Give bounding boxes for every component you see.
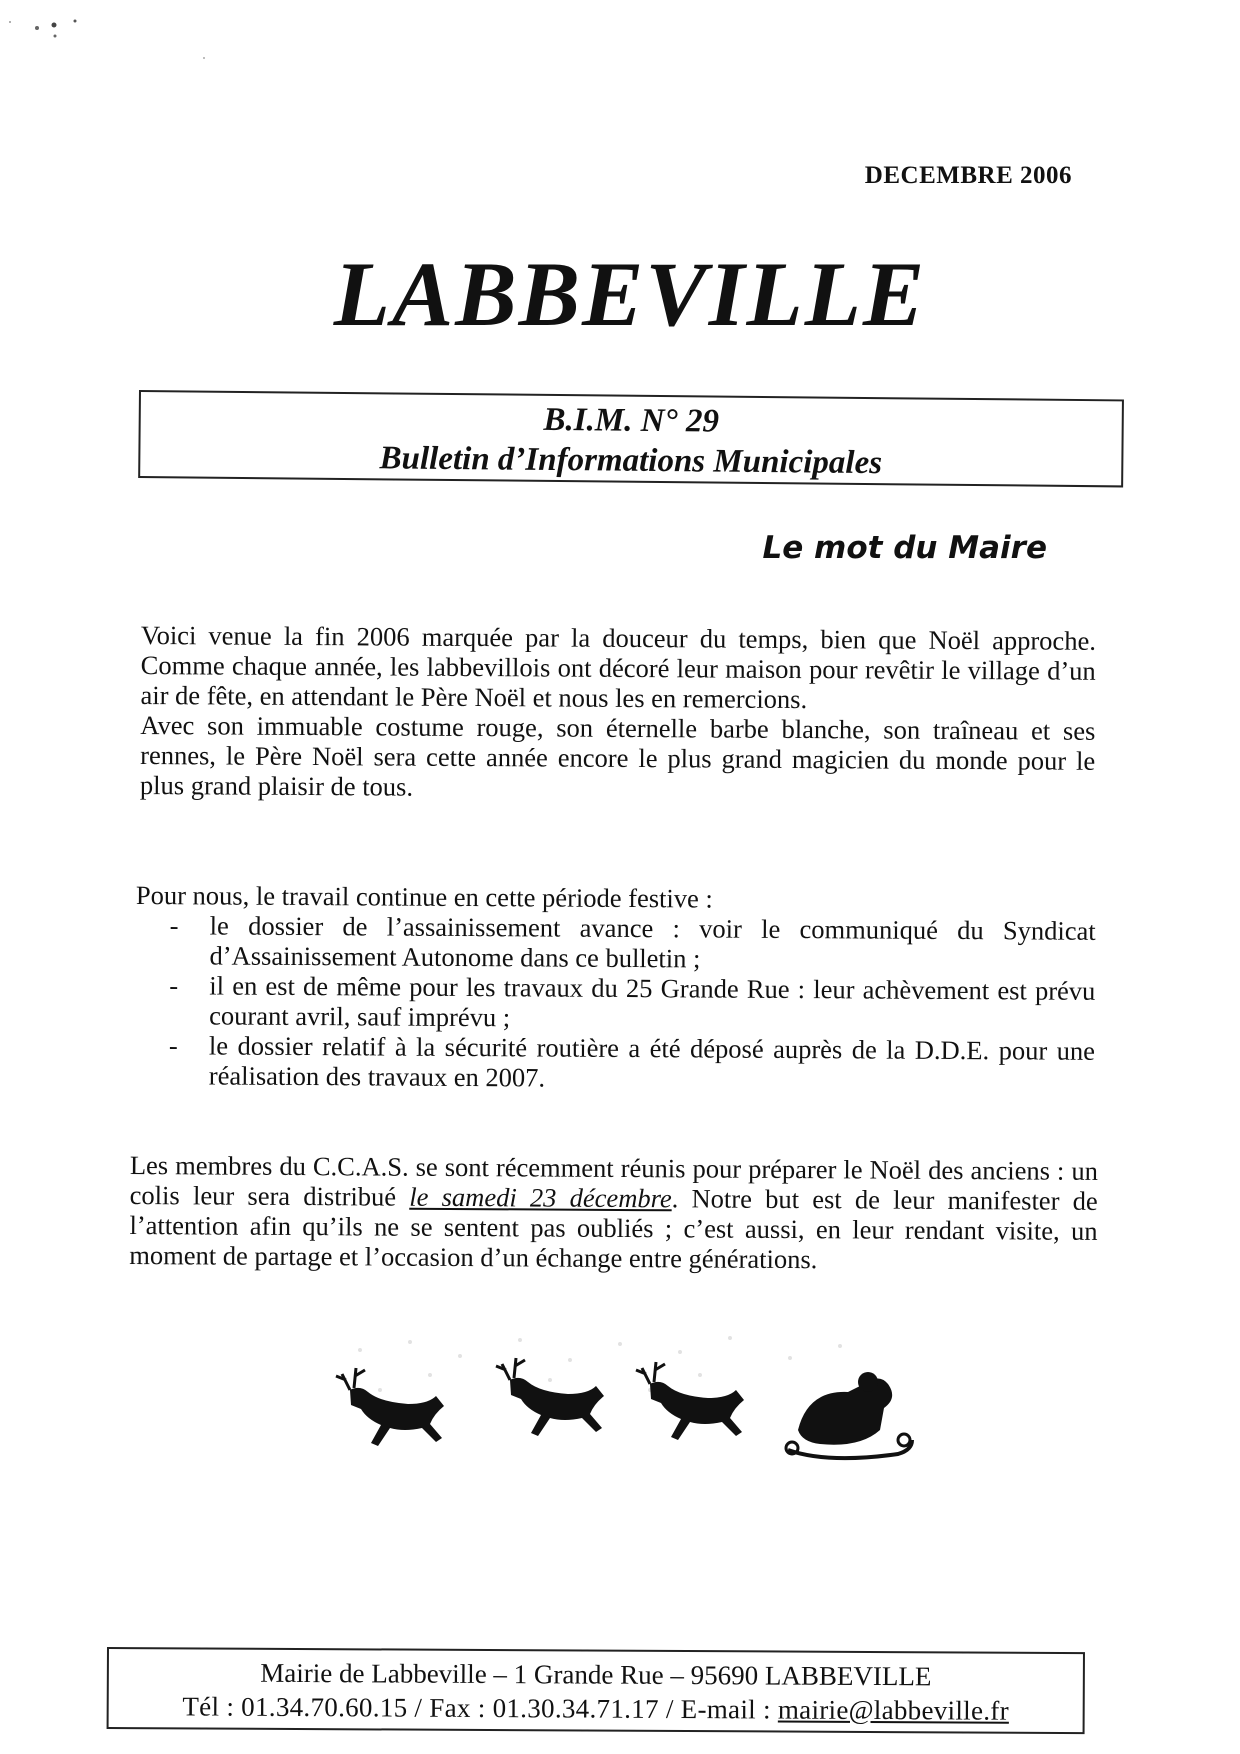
list-item: - le dossier relatif à la sécurité routière a été déposé auprès de la D.D.E. pour une réalisation des travaux en 2007. xyxy=(168,1030,1096,1093)
list-item: - il en est de même pour les travaux du 25 Grande Rue : leur achèvement est prévu courant avril, sauf imprévu ; xyxy=(169,970,1096,1033)
work-list xyxy=(135,910,1096,1096)
bulletin-number: B.I.M. N° 29 xyxy=(543,401,720,440)
reindeer-icon xyxy=(496,1358,604,1436)
scan-specks xyxy=(0,0,300,120)
paragraph-santa: Avec son immuable costume rouge, son éternelle barbe blanche, son traîneau et ses rennes, le Père Noël sera cette année encore le plus grand magicien du monde pour le plus grand plaisir de tous. xyxy=(139,709,1096,802)
dash-bullet: - xyxy=(168,1030,178,1061)
dash-bullet: - xyxy=(169,970,179,1001)
section-title: Le mot du Maire xyxy=(762,530,1047,566)
reindeer-icon xyxy=(636,1362,744,1440)
issue-date: DECEMBRE 2006 xyxy=(864,162,1072,189)
paragraph-christmas-decorations: Voici venue la fin 2006 marquée par la douceur du temps, bien que Noël approche. Comme chaque année, les labbevillois ont décoré leur maison pour revêtir le village d’un air de fête, en attendant le Père Noël et nous les en remercions. xyxy=(140,620,1096,715)
list-item: - le dossier de l’assainissement avance : voir le communiqué du Syndicat d’Assainissement Autonome dans ce bulletin ; xyxy=(169,910,1096,974)
paragraph-ccas: Les membres du C.C.A.S. se sont récemment réunis pour préparer le Noël des anciens : un colis leur sera distribué le samedi 23 décembre. Notre but est de leur manifester de l’attention afin qu’ils ne se sentent pas oubliés ; c’est aussi, en leur rendant visite, un moment de partage et l’occasion d’un échange entre générations. xyxy=(129,1150,1098,1275)
paragraph-work-intro: Pour nous, le travail continue en cette période festive : xyxy=(135,880,713,914)
mayor-paragraph-1 xyxy=(140,620,1096,806)
town-title: LABBEVILLE xyxy=(333,243,927,345)
dash-bullet: - xyxy=(169,910,179,941)
bulletin-title-box xyxy=(138,390,1124,487)
mayor-paragraph-2 xyxy=(135,880,1096,1096)
distribution-date: le samedi 23 décembre xyxy=(409,1181,672,1214)
reindeer-sleigh-illustration xyxy=(320,1330,940,1490)
mayor-paragraph-3 xyxy=(129,1150,1098,1276)
reindeer-icon xyxy=(336,1368,444,1446)
footer-address: Mairie de Labbeville – 1 Grande Rue – 95690 LABBEVILLE xyxy=(260,1657,932,1692)
footer-contact-box xyxy=(107,1647,1085,1734)
bulletin-title: Bulletin d’Informations Municipales xyxy=(379,440,883,482)
email-link[interactable]: mairie@labbeville.fr xyxy=(777,1694,1010,1726)
footer-contact: Tél : 01.34.70.60.15 / Fax : 01.30.34.71.17 / E-mail : mairie@labbeville.fr xyxy=(182,1691,1010,1726)
sleigh-icon xyxy=(786,1372,912,1458)
